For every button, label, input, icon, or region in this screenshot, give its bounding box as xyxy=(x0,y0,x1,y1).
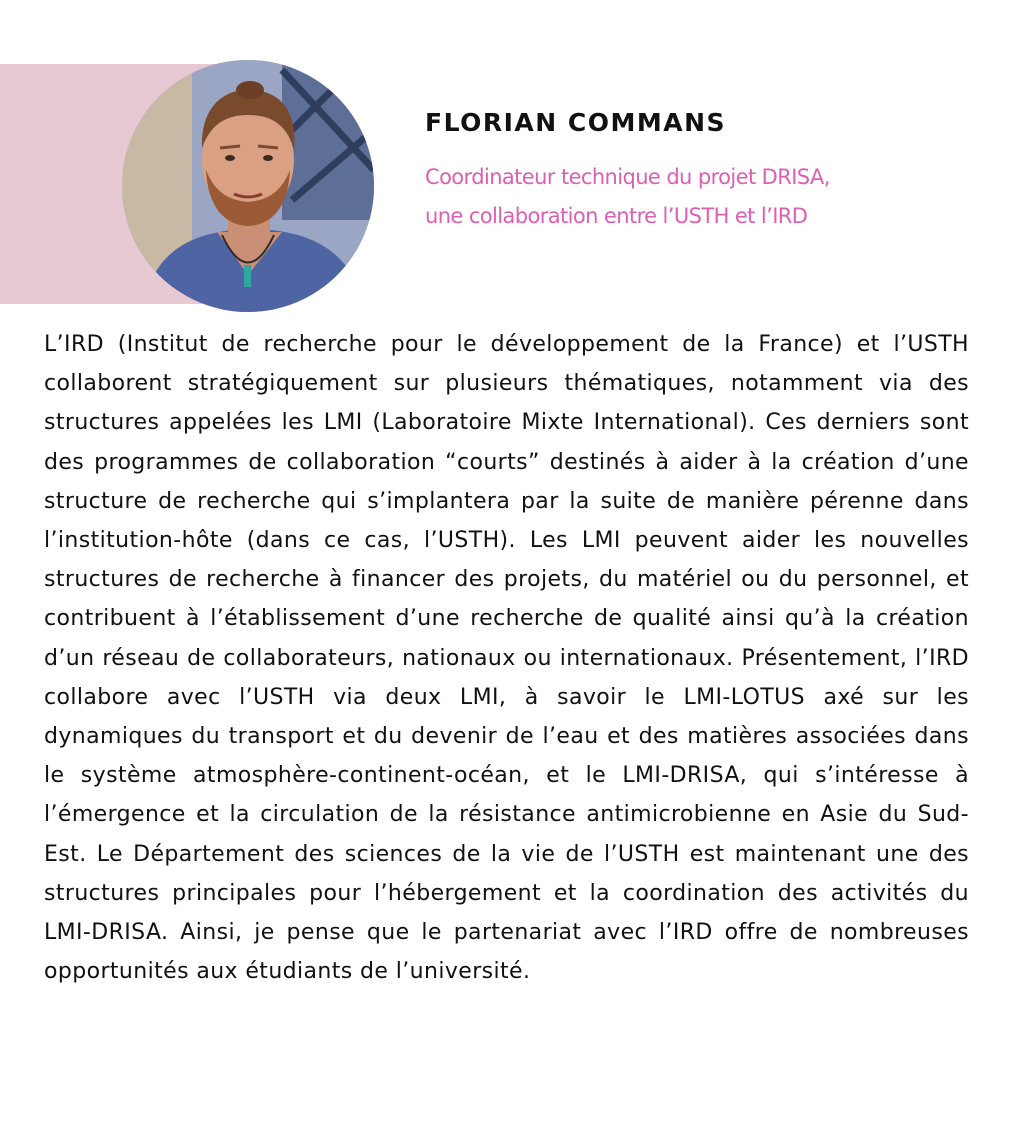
person-role xyxy=(425,158,945,236)
article-body: L’IRD (Institut de recherche pour le développement de la France) et l’USTH collaborent stratégiquement sur plusieurs thématiques, notamment via des structures appelées les LMI (Laboratoire Mixte International). Ces derniers sont des programmes de collaboration “courts” destinés à aider à la création d’une structure de recherche qui s’implantera par la suite de manière pérenne dans l’institution-hôte (dans ce cas, l’USTH). Les LMI peuvent aider les nouvelles structures de recherche à financer des projets, du matériel ou du personnel, et contribuent à l’établissement d’une recherche de qualité ainsi qu’à la création d’un réseau de collaborateurs, nationaux ou internationaux. Présentement, l’IRD collabore avec l’USTH via deux LMI, à savoir le LMI-LOTUS axé sur les dynamiques du transport et du devenir de l’eau et des matières associées dans le système atmosphère-continent-océan, et le LMI-DRISA, qui s’intéresse à l’émergence et la circulation de la résistance antimicrobienne en Asie du Sud-Est. Le Département des sciences de la vie de l’USTH est maintenant une des structures principales pour l’hébergement et la coordination des activités du LMI-DRISA. Ainsi, je pense que le partenariat avec l’IRD offre de nombreuses opportunités aux étudiants de l’université. xyxy=(44,332,969,985)
profile-photo xyxy=(122,60,374,312)
person-role-line-2: une collaboration entre l’USTH et l’IRD xyxy=(425,204,808,228)
person-name: FLORIAN COMMANS xyxy=(425,108,727,137)
person-role-line-1: Coordinateur technique du projet DRISA, xyxy=(425,165,830,189)
portrait-illustration xyxy=(122,60,374,312)
